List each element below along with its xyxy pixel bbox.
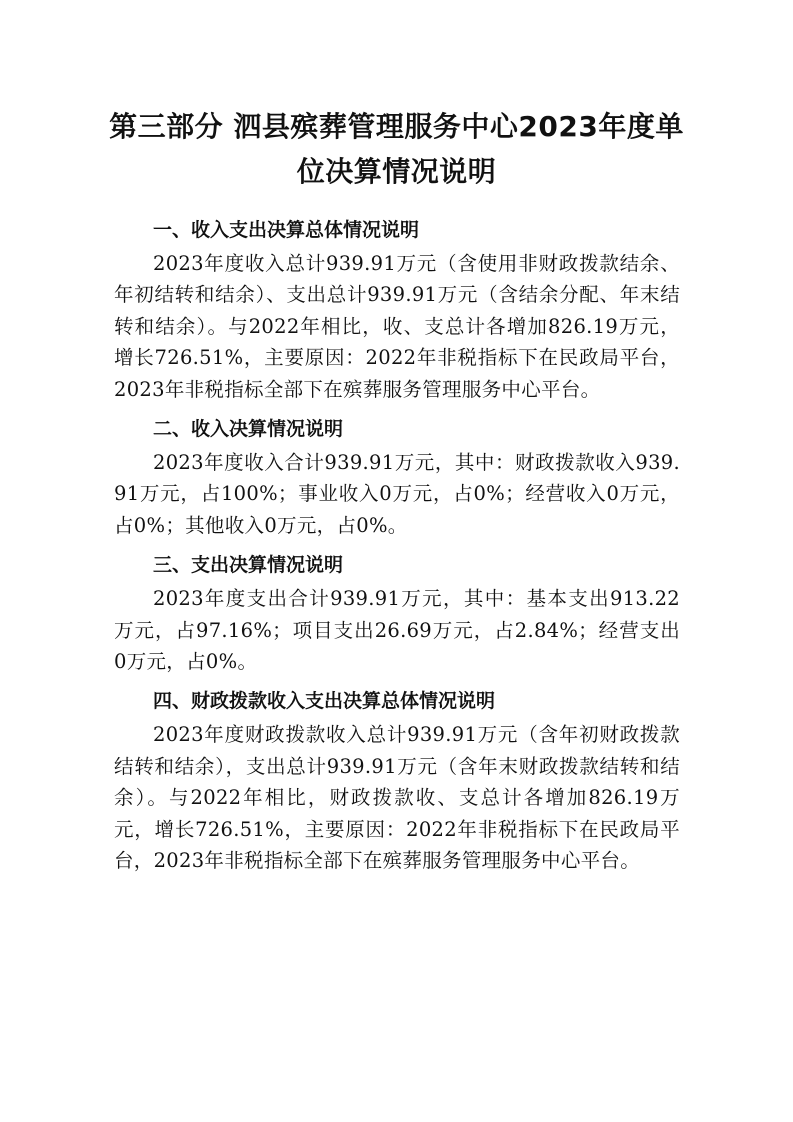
section-paragraph: 2023年度支出合计939.91万元，其中：基本支出913.22万元，占97.16%；项目支出26.69万元，占2.84%；经营支出0万元，占0%。 bbox=[114, 587, 680, 674]
section-paragraph: 2023年度财政拨款收入总计939.91万元（含年初财政拨款结转和结余），支出总计939.91万元（含年末财政拨款结转和结余）。与2022年相比，财政拨款收、支总计各增加826.19万元，增长726.51%，主要原因：2022年非税指标下在民政局平台，2023年非税指标全部下在殡葬服务管理服务中心平台。 bbox=[114, 723, 680, 873]
section-heading: 一、收入支出决算总体情况说明 bbox=[153, 219, 420, 241]
section-overall-summary bbox=[114, 212, 680, 405]
section-heading: 二、收入决算情况说明 bbox=[153, 418, 344, 441]
document-body bbox=[114, 212, 680, 883]
section-heading: 三、支出决算情况说明 bbox=[153, 554, 344, 577]
page-title: 第三部分 泗县殡葬管理服务中心2023年度单位决算情况说明 bbox=[109, 110, 684, 188]
section-expenditure bbox=[114, 547, 680, 677]
section-paragraph: 2023年度收入总计939.91万元（含使用非财政拨款结余、年初结转和结余）、支出总计939.91万元（含结余分配、年末结转和结余）。与2022年相比，收、支总计各增加826.19万元，增长726.51%，主要原因：2022年非税指标下在民政局平台，2023年非税指标全部下在殡葬服务管理服务中心平台。 bbox=[114, 252, 680, 401]
section-income bbox=[114, 411, 680, 541]
section-heading: 四、财政拨款收入支出决算总体情况说明 bbox=[153, 690, 496, 713]
section-fiscal-allocation bbox=[114, 683, 680, 876]
section-paragraph: 2023年度收入合计939.91万元，其中：财政拨款收入939.91万元，占100%；事业收入0万元，占0%；经营收入0万元，占0%；其他收入0万元，占0%。 bbox=[114, 451, 680, 537]
